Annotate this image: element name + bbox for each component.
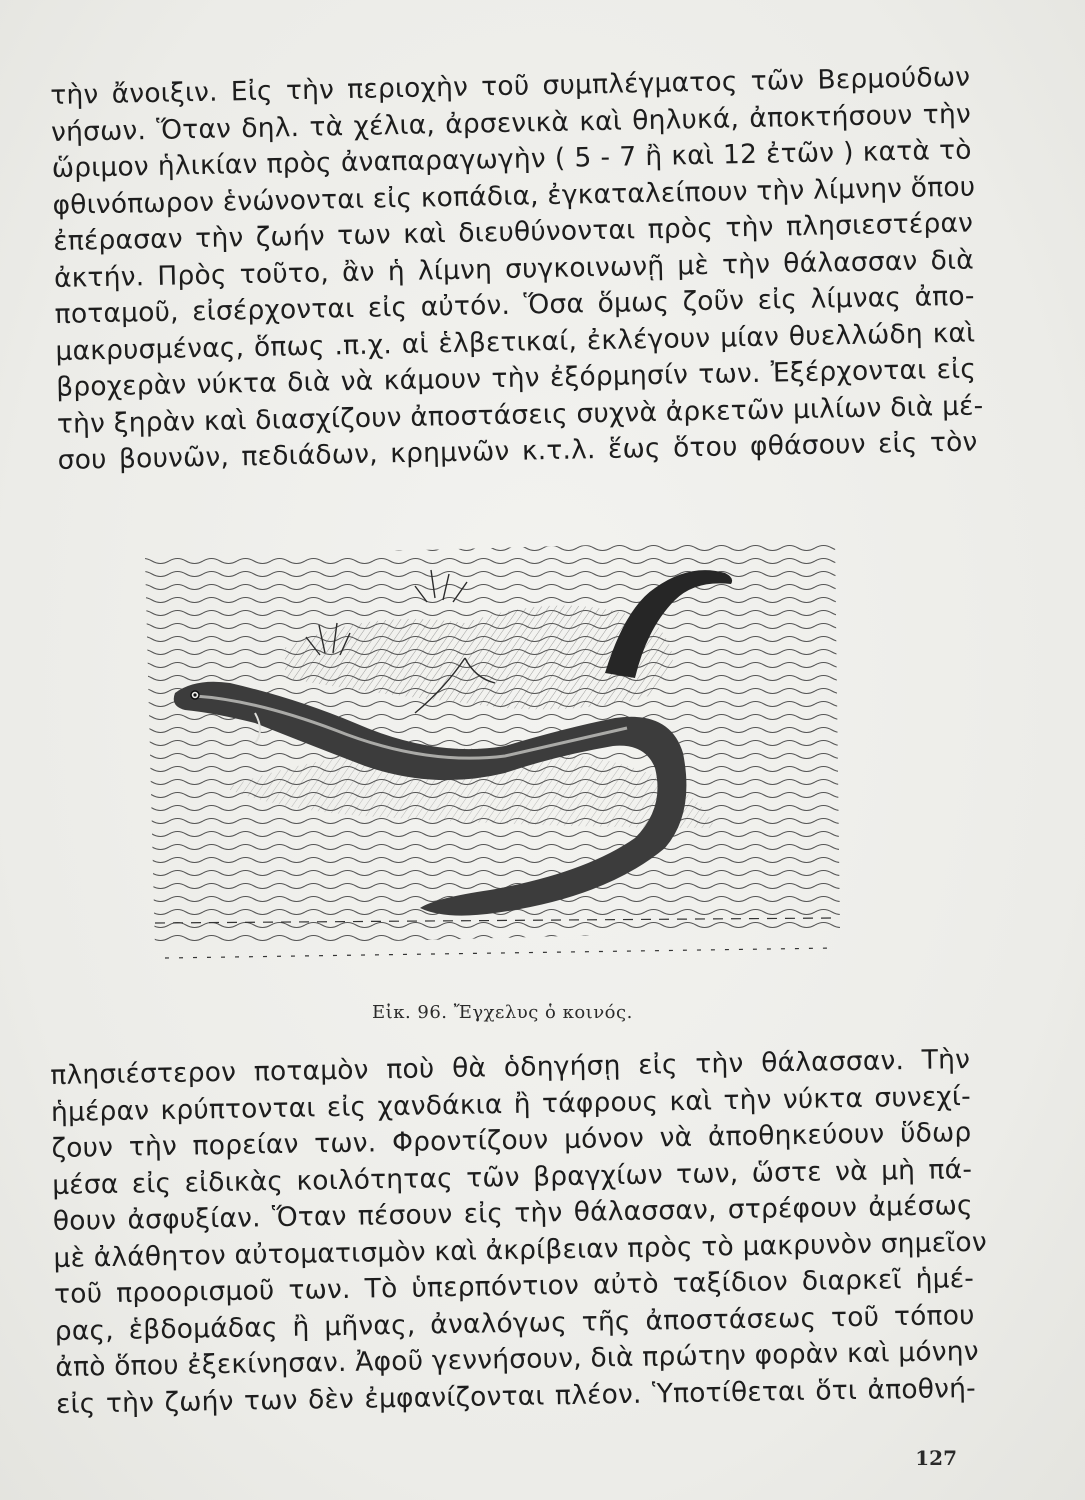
text-line: νήσων. Ὅταν δηλ. τὰ χέλια, ἀρσενικὰ καὶ θηλυκά, ἀποκτήσουν τὴν: [50, 98, 972, 148]
text-line: μακρυσμένας, ὅπως .π.χ. αἱ ἑλβετικαί, ἐκλέγουν μίαν θυελλώδη καὶ: [55, 316, 976, 367]
text-line: ρας, ἑβδομάδας ἢ μῆνας, ἀναλόγως τῆς ἀποστάσεως τοῦ τόπου: [54, 1299, 975, 1347]
paragraph-bottom: [50, 1042, 988, 1423]
text-line: σου βουνῶν, πεδιάδων, κρημνῶν κ.τ.λ. ἕως ὅτου φθάσουν εἰς τὸν: [57, 426, 978, 476]
text-line: τοῦ προορισμοῦ των. Τὸ ὑπερπόντιον αὐτὸ ταξίδιον διαρκεῖ ἡμέ-: [53, 1262, 975, 1310]
text-line: θουν ἀσφυξίαν. Ὅταν πέσουν εἰς τὴν θάλασσαν, στρέφουν ἀμέσως: [52, 1189, 973, 1237]
paragraph-top: [50, 60, 984, 480]
text-line: βροχερὰν νύκτα διὰ νὰ κάμουν τὴν ἐξόρμησίν των. Ἐξέρχονται εἰς: [55, 353, 977, 403]
text-line: ἀκτήν. Πρὸς τοῦτο, ἂν ἡ λίμνη συγκοινωνῇ μὲ τὴν θάλασσαν διὰ: [53, 243, 975, 294]
text-line: πλησιέστερον ποταμὸν ποὺ θὰ ὁδηγήσῃ εἰς τὴν θάλασσαν. Τὴν: [50, 1043, 971, 1091]
text-line: εἰς τὴν ζωήν των δὲν ἐμφανίζονται πλέον. Ὑποτίθεται ὅτι ἀποθνή-: [55, 1372, 977, 1420]
page-number: 127: [915, 1446, 957, 1470]
text-line: ὥριμον ἡλικίαν πρὸς ἀναπαραγωγὴν ( 5 - 7 ἢ καὶ 12 ἐτῶν ) κατὰ τὸ: [51, 134, 972, 184]
text-line: ἡμέραν κρύπτονται εἰς χανδάκια ἢ τάφρους καὶ τὴν νύκτα συνεχί-: [50, 1080, 972, 1128]
eel-illustration: [135, 528, 855, 978]
text-line: ἀπὸ ὅπου ἐξεκίνησαν. Ἀφοῦ γεννήσουν, διὰ πρώτην φορὰν καὶ μόνην: [55, 1335, 980, 1383]
text-line: τὴν ἄνοιξιν. Εἰς τὴν περιοχὴν τοῦ συμπλέγματος τῶν Βερμούδων: [50, 61, 971, 111]
figure-caption: Εἰκ. 96. Ἔγχελυς ὁ κοινός.: [372, 1002, 633, 1023]
text-line: ἐπέρασαν τὴν ζωήν των καὶ διευθύνονται πρὸς τὴν πλησιεστέραν: [52, 207, 974, 257]
text-line: μὲ ἀλάθητον αὐτοματισμὸν καὶ ἀκρίβειαν πρὸς τὸ μακρυνὸν σημεῖον: [53, 1226, 988, 1274]
text-line: ζουν τὴν πορείαν των. Φροντίζουν μόνον νὰ ἀποθηκεύουν ὕδωρ: [51, 1116, 972, 1164]
text-line: μέσα εἰς εἰδικὰς κοιλότητας τῶν βραγχίων των, ὥστε νὰ μὴ πά-: [51, 1153, 973, 1201]
text-line: ποταμοῦ, εἰσέρχονται εἰς αὐτόν. Ὅσα ὅμως ζοῦν εἰς λίμνας ἀπο-: [54, 280, 975, 330]
text-line: τὴν ξηρὰν καὶ διασχίζουν ἀποστάσεις συχνὰ ἀρκετῶν μιλίων διὰ μέ-: [56, 389, 984, 440]
text-line: φθινόπωρον ἑνώνονται εἰς κοπάδια, ἐγκαταλείπουν τὴν λίμνην ὅπου: [52, 170, 976, 221]
